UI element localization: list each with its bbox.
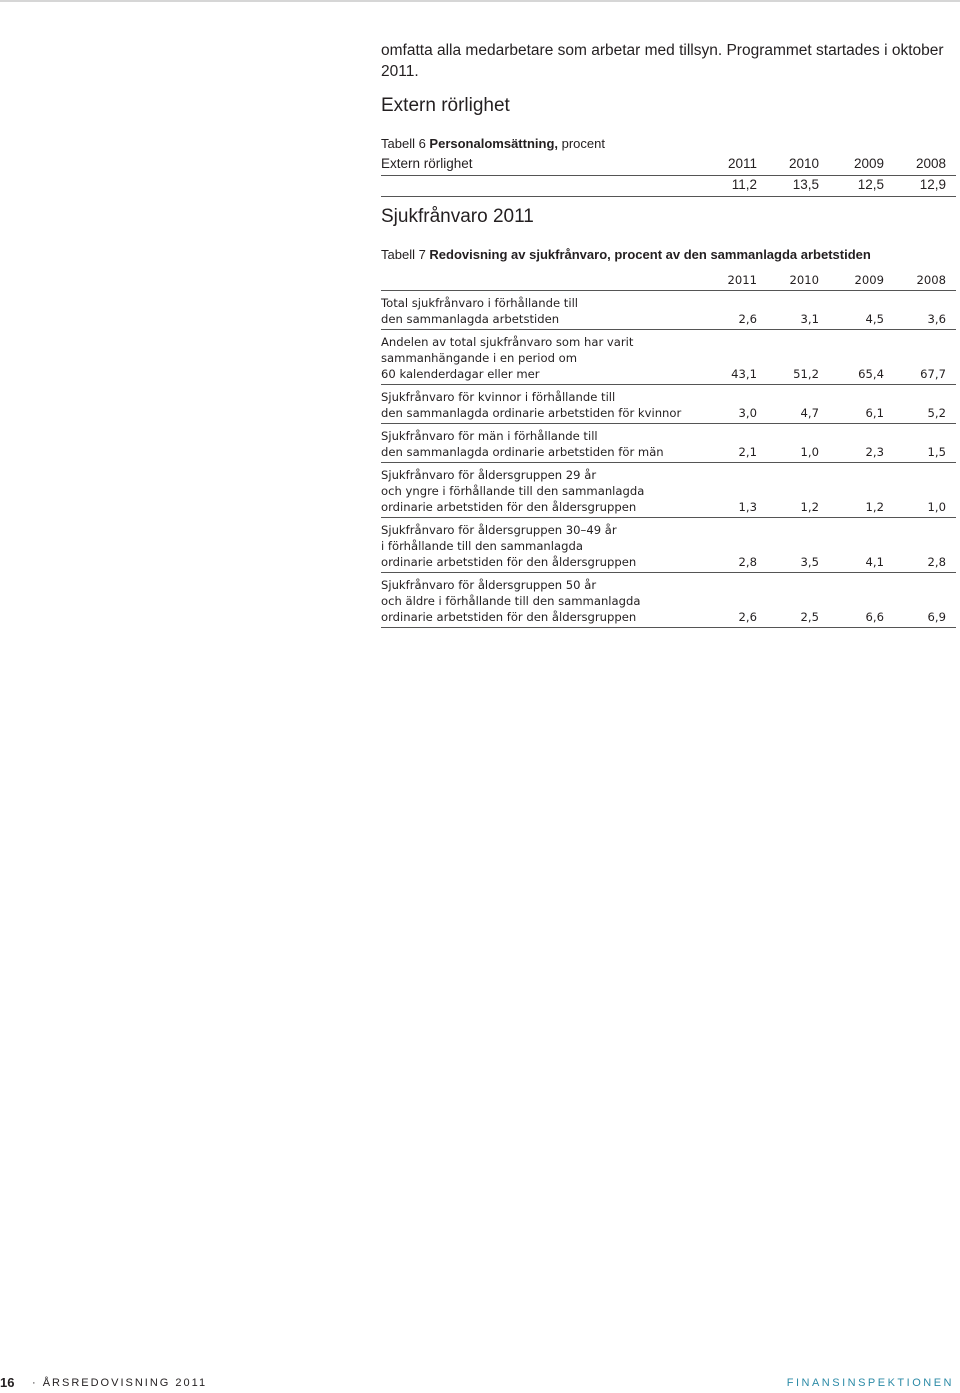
table6 [381,155,956,197]
table7-row [381,291,956,330]
table7-value: 1,5 [927,445,946,459]
table7-row-label-line: ordinarie arbetstiden för den åldersgruppen [381,555,637,569]
page-number: 16 [0,1375,15,1390]
table6-caption-prefix: Tabell 6 [381,136,430,151]
table7-value: 1,2 [800,500,819,514]
table7-row [381,518,956,573]
table7-value: 65,4 [858,367,884,381]
table6-year: 2011 [727,156,757,171]
table6-header-row [381,155,956,176]
table6-caption [381,136,605,151]
table7-row-label-line: ordinarie arbetstiden för den åldersgruppen [381,610,637,624]
table7-value: 3,5 [800,555,819,569]
table7-value: 4,1 [865,555,884,569]
table7-year: 2008 [916,273,946,287]
table7-year: 2009 [854,273,884,287]
table7-row [381,385,956,424]
table6-caption-suffix: procent [558,136,605,151]
table7-row-label-line: den sammanlagda arbetstiden [381,312,560,326]
page-footer [0,1375,960,1393]
table6-year: 2009 [853,156,884,171]
table7-row-label-line: i förhållande till den sammanlagda [381,539,583,553]
table7-year: 2010 [789,273,819,287]
table7-value: 1,0 [927,500,946,514]
table7-value: 4,5 [865,312,884,326]
table6-value-row [381,176,956,197]
table7-value: 2,6 [738,610,757,624]
table7-caption [381,247,871,262]
table7-row-label-line: ordinarie arbetstiden för den åldersgruppen [381,500,637,514]
intro-line: 2011. [381,63,419,80]
table7-row-label-line: Andelen av total sjukfrånvaro som har varit [381,335,634,349]
table7-row-label-line: och äldre i förhållande till den sammanlagda [381,594,641,608]
table6-caption-title: Personalomsättning, [429,136,558,151]
publication-title: · ÅRSREDOVISNING 2011 [32,1377,208,1389]
table7 [381,270,956,628]
table7-row [381,424,956,463]
table6-year: 2008 [915,156,946,171]
table7-row-label-line: och yngre i förhållande till den sammanlagda [381,484,645,498]
top-rule [0,0,960,2]
table6-value: 11,2 [731,177,757,192]
table7-value: 5,2 [927,406,946,420]
table7-row-label-line: sammanhängande i en period om [381,351,578,365]
table7-row-label-line: Sjukfrånvaro för åldersgruppen 29 år [381,468,597,482]
table7-row-label-line: den sammanlagda ordinarie arbetstiden för män [381,445,664,459]
table7-value: 43,1 [731,367,757,381]
table7-value: 2,8 [927,555,946,569]
table7-year: 2011 [727,273,757,287]
table7-value: 3,6 [927,312,946,326]
table7-value: 2,8 [738,555,757,569]
table7-value: 6,1 [865,406,884,420]
table7-body [381,291,956,628]
section-heading-sjukfranvaro: Sjukfrånvaro 2011 [381,206,534,227]
table7-row [381,330,956,385]
table7-row-label-line: Sjukfrånvaro för kvinnor i förhållande till [381,390,616,404]
table7-value: 6,9 [927,610,946,624]
table6-year: 2010 [788,156,819,171]
table7-row-label-line: Sjukfrånvaro för åldersgruppen 50 år [381,578,597,592]
table7-value: 1,0 [800,445,819,459]
table7-row [381,573,956,628]
section-heading-extern: Extern rörlighet [381,95,510,116]
table7-row [381,463,956,518]
brand-name: FINANSINSPEKTIONEN [786,1377,954,1389]
table7-value: 67,7 [920,367,946,381]
table7-row-label-line: den sammanlagda ordinarie arbetstiden för kvinnor [381,406,682,420]
table6-value: 13,5 [792,177,819,192]
table6-value: 12,5 [857,177,884,192]
table7-row-label-line: 60 kalenderdagar eller mer [381,367,540,381]
table7-header-row [381,270,956,291]
table7-value: 6,6 [865,610,884,624]
table7-row-label-line: Total sjukfrånvaro i förhållande till [381,296,579,310]
table6-value: 12,9 [919,177,946,192]
table7-value: 1,2 [865,500,884,514]
intro-paragraph [381,40,956,82]
table7-value: 2,5 [800,610,819,624]
table6-row-label: Extern rörlighet [381,156,473,171]
table7-value: 3,0 [738,406,757,420]
table7-value: 4,7 [800,406,819,420]
table7-value: 2,3 [865,445,884,459]
table7-value: 2,1 [738,445,757,459]
intro-line: omfatta alla medarbetare som arbetar med tillsyn. Programmet startades i oktober [381,42,944,59]
table7-row-label-line: Sjukfrånvaro för åldersgruppen 30–49 år [381,523,617,537]
table7-row-label-line: Sjukfrånvaro för män i förhållande till [381,429,598,443]
table7-value: 3,1 [800,312,819,326]
table7-value: 51,2 [793,367,819,381]
table7-value: 1,3 [738,500,757,514]
table7-caption-prefix: Tabell 7 [381,247,430,262]
table7-value: 2,6 [738,312,757,326]
table7-caption-title: Redovisning av sjukfrånvaro, procent av den sammanlagda arbetstiden [429,247,871,262]
